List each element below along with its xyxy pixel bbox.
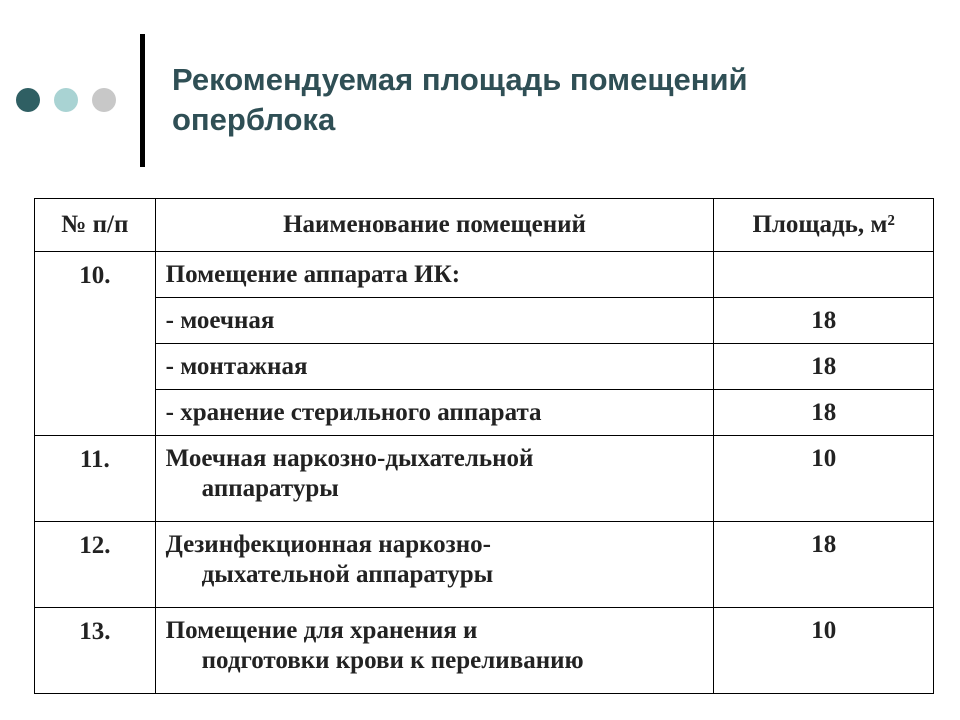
decorative-dots [16,88,116,112]
row-area: 18 [714,298,934,344]
row-name: Дезинфекционная наркозно- дыхательной аппаратуры [155,522,714,608]
row-name: Помещение аппарата ИК: [155,252,714,298]
title-divider [140,34,145,167]
table-row [35,390,934,436]
row-number: 10. [35,252,156,436]
row-area [714,252,934,298]
table-row [35,252,934,298]
row-name: Помещение для хранения и подготовки крови к переливанию [155,608,714,694]
slide-title: Рекомендуемая площадь помещений оперблока [172,62,748,137]
row-name: - хранение стерильного аппарата [155,390,714,436]
rooms-table [34,198,934,694]
row-number: 12. [35,522,156,608]
row-area: 18 [714,522,934,608]
header-number: № п/п [35,199,156,252]
table-row [35,608,934,694]
row-number: 11. [35,436,156,522]
table-row [35,522,934,608]
row-area: 10 [714,436,934,522]
header-name: Наименование помещений [155,199,714,252]
row-area: 18 [714,390,934,436]
row-name: - монтажная [155,344,714,390]
row-number: 13. [35,608,156,694]
table-header-row [35,199,934,252]
dot-dark [16,88,40,112]
row-area: 10 [714,608,934,694]
row-name: - моечная [155,298,714,344]
dot-teal [54,88,78,112]
dot-gray [92,88,116,112]
table-row [35,436,934,522]
table-row [35,344,934,390]
table-row [35,298,934,344]
header-area: Площадь, м² [714,199,934,252]
row-name: Моечная наркозно-дыхательной аппаратуры [155,436,714,522]
row-area: 18 [714,344,934,390]
